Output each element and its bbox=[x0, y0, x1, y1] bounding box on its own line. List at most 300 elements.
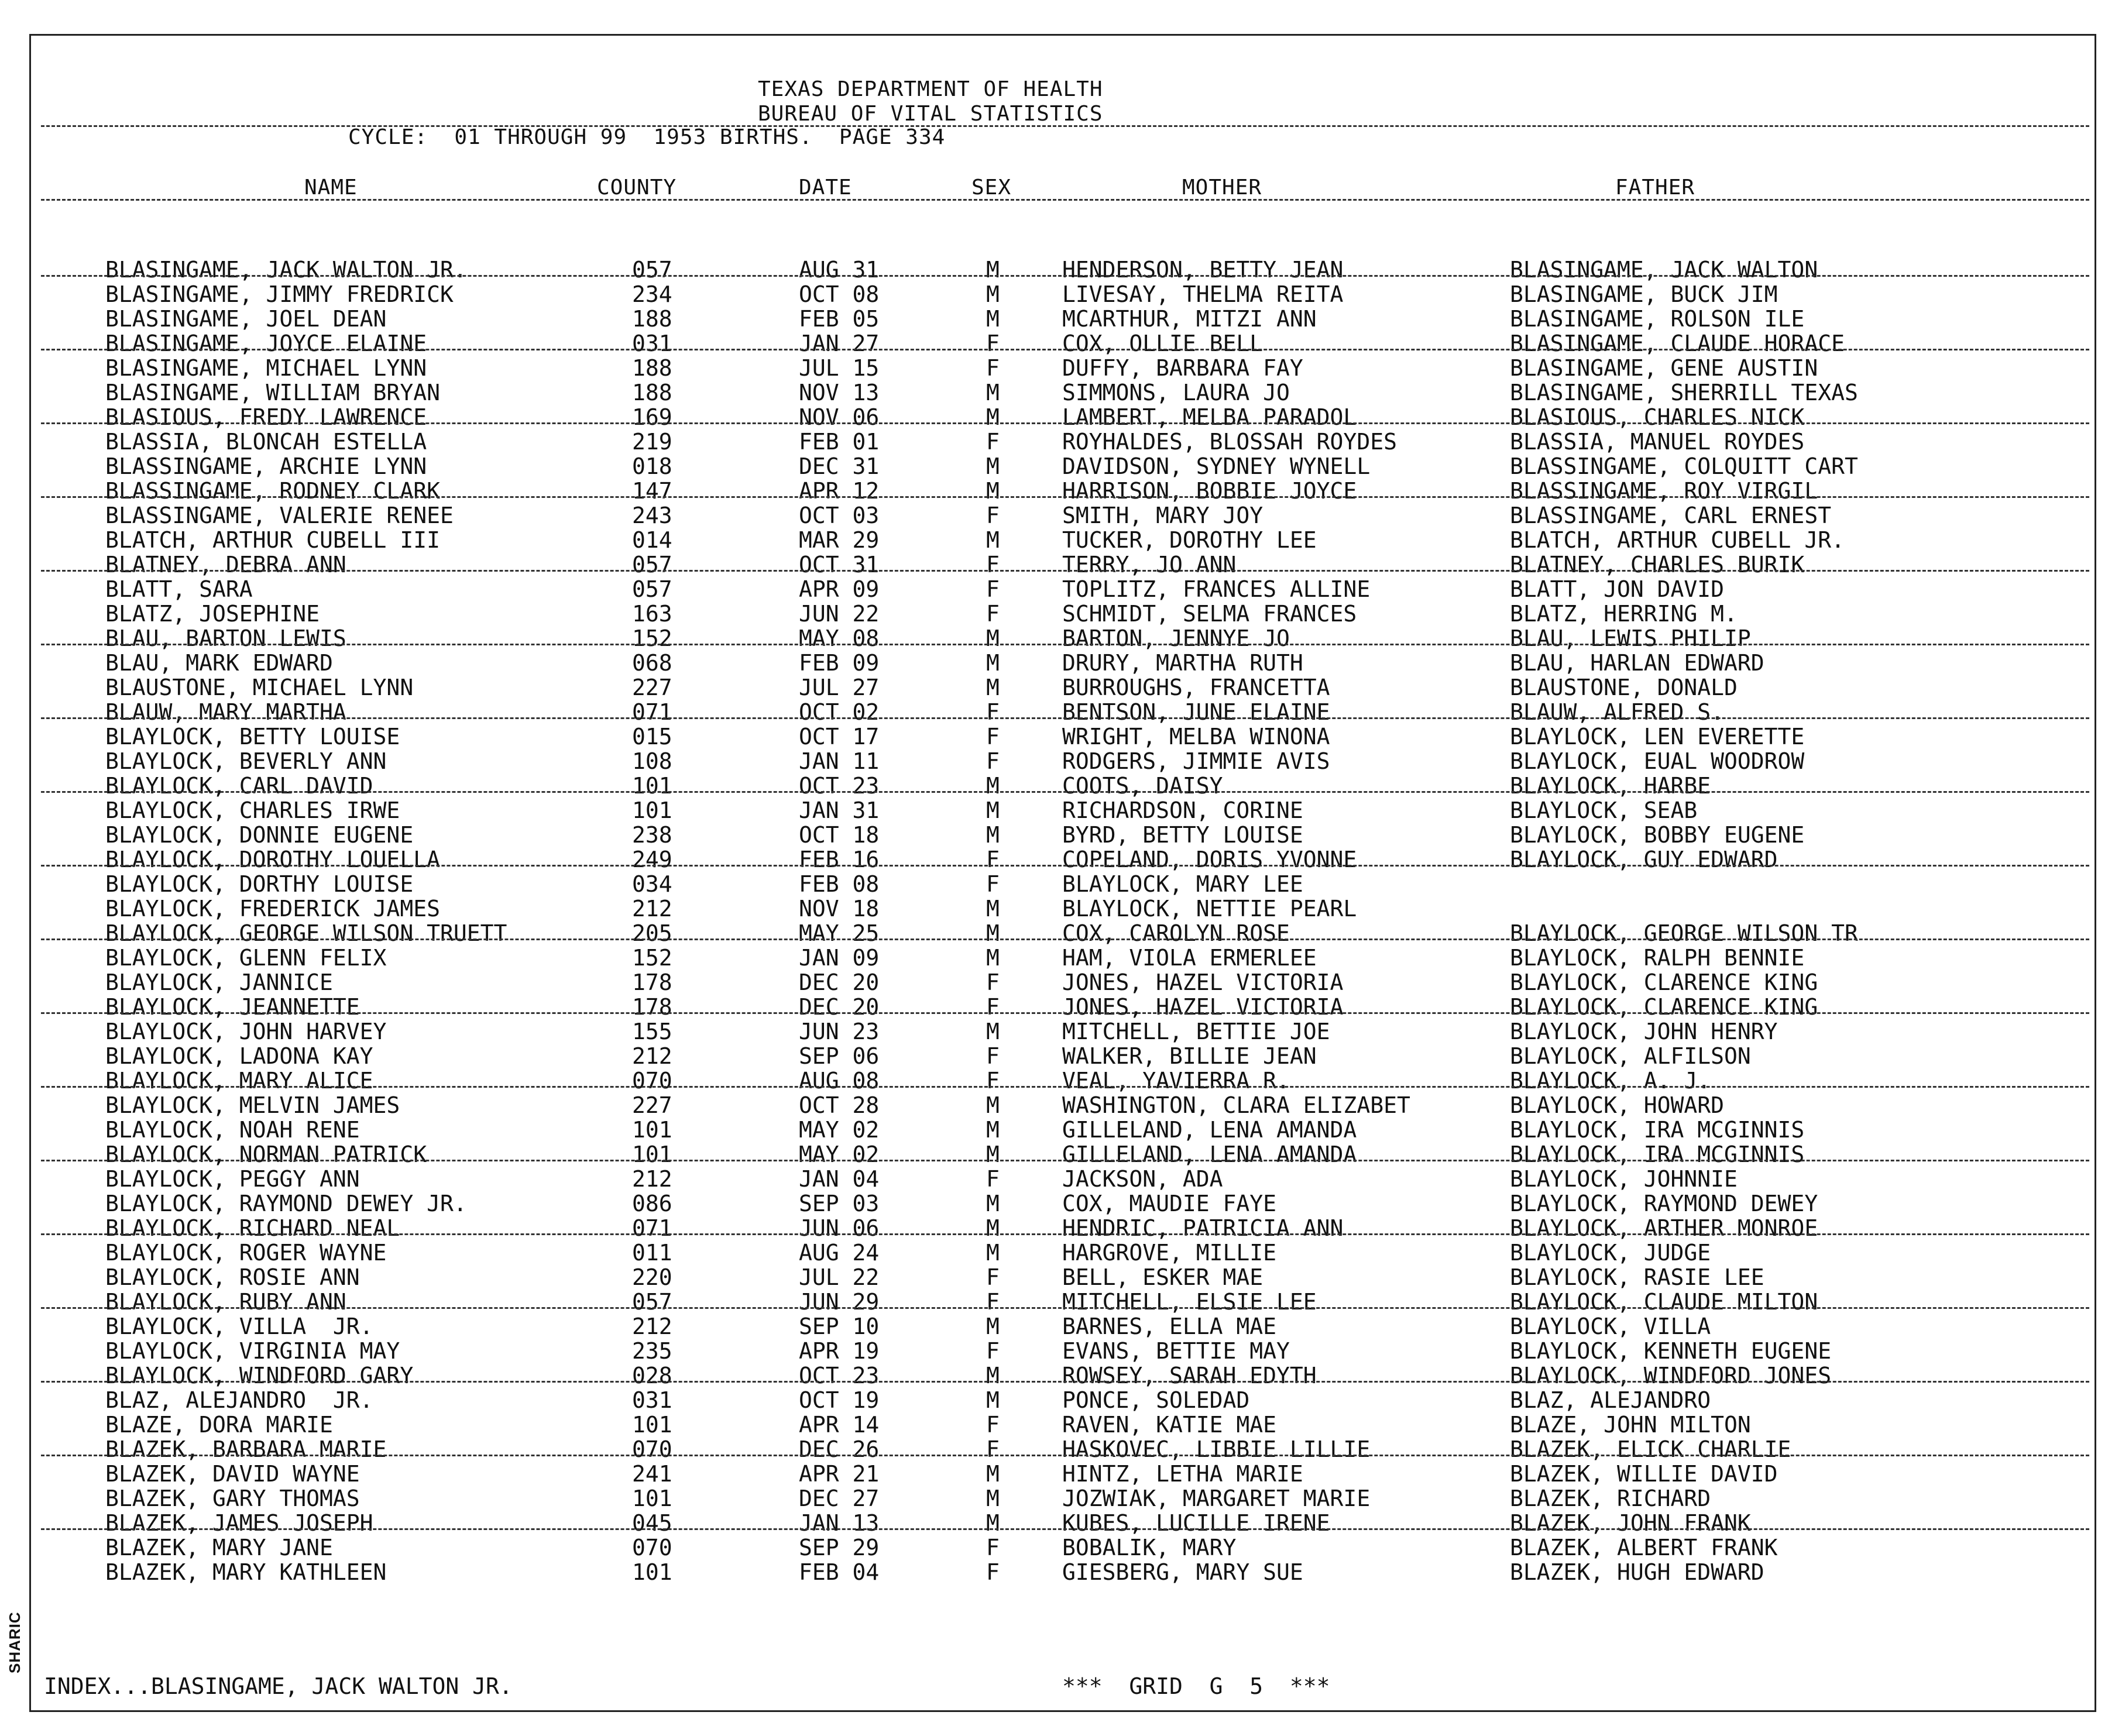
record-county: 070 bbox=[632, 1068, 672, 1094]
record-county: 152 bbox=[632, 625, 672, 651]
record-row bbox=[0, 257, 2115, 282]
record-name: BLAYLOCK, GLENN FELIX bbox=[105, 945, 387, 971]
record-mother: DAVIDSON, SYDNEY WYNELL bbox=[1062, 453, 1371, 479]
record-date: MAY 25 bbox=[799, 920, 880, 946]
record-row bbox=[0, 872, 2115, 896]
record-father: BLAYLOCK, HARBE bbox=[1510, 773, 1711, 799]
record-name: BLATZ, JOSEPHINE bbox=[105, 601, 320, 627]
record-mother: COX, CAROLYN ROSE bbox=[1062, 920, 1290, 946]
record-sex: M bbox=[986, 1092, 1000, 1118]
record-date: JAN 13 bbox=[799, 1510, 880, 1536]
record-county: 071 bbox=[632, 1215, 672, 1241]
record-father: BLAZE, JOHN MILTON bbox=[1510, 1412, 1751, 1438]
record-sex: M bbox=[986, 1240, 1000, 1266]
record-county: 188 bbox=[632, 355, 672, 381]
record-name: BLAYLOCK, ROSIE ANN bbox=[105, 1264, 360, 1290]
record-sex: M bbox=[986, 625, 1000, 651]
record-name: BLAZEK, JAMES JOSEPH bbox=[105, 1510, 373, 1536]
record-name: BLAYLOCK, NORMAN PATRICK bbox=[105, 1142, 427, 1167]
record-county: 086 bbox=[632, 1191, 672, 1216]
column-header-father: FATHER bbox=[1615, 176, 1695, 200]
record-row bbox=[0, 429, 2115, 454]
record-row bbox=[0, 405, 2115, 429]
record-name: BLASINGAME, WILLIAM BRYAN bbox=[105, 380, 440, 405]
record-name: BLAU, MARK EDWARD bbox=[105, 650, 333, 676]
record-sex: M bbox=[986, 650, 1000, 676]
record-county: 178 bbox=[632, 970, 672, 995]
record-father: BLAYLOCK, CLARENCE KING bbox=[1510, 994, 1818, 1020]
record-name: BLATT, SARA bbox=[105, 576, 253, 602]
record-sex: M bbox=[986, 920, 1000, 946]
record-name: BLAUW, MARY MARTHA bbox=[105, 699, 346, 725]
record-county: 108 bbox=[632, 748, 672, 774]
record-county: 220 bbox=[632, 1264, 672, 1290]
record-mother: LAMBERT, MELBA PARADOL bbox=[1062, 404, 1357, 430]
record-sex: F bbox=[986, 1068, 1000, 1094]
column-header-mother: MOTHER bbox=[1182, 176, 1262, 200]
record-father: BLASSINGAME, CARL ERNEST bbox=[1510, 503, 1832, 528]
record-date: JUN 22 bbox=[799, 601, 880, 627]
record-sex: M bbox=[986, 281, 1000, 307]
record-mother: HAM, VIOLA ERMERLEE bbox=[1062, 945, 1317, 971]
record-name: BLAYLOCK, NOAH RENE bbox=[105, 1117, 360, 1143]
record-date: JAN 09 bbox=[799, 945, 880, 971]
record-name: BLASSINGAME, ARCHIE LYNN bbox=[105, 453, 427, 479]
record-name: BLAYLOCK, GEORGE WILSON TRUETT bbox=[105, 920, 507, 946]
record-mother: DRURY, MARTHA RUTH bbox=[1062, 650, 1303, 676]
record-county: 057 bbox=[632, 257, 672, 283]
record-date: MAR 29 bbox=[799, 527, 880, 553]
record-county: 011 bbox=[632, 1240, 672, 1266]
record-date: JUN 29 bbox=[799, 1289, 880, 1315]
record-sex: M bbox=[986, 675, 1000, 700]
record-row bbox=[0, 1363, 2115, 1388]
record-date: JAN 31 bbox=[799, 797, 880, 823]
record-mother: DUFFY, BARBARA FAY bbox=[1062, 355, 1303, 381]
record-father: BLAYLOCK, IRA MCGINNIS bbox=[1510, 1117, 1805, 1143]
record-county: 057 bbox=[632, 1289, 672, 1315]
record-row bbox=[0, 1535, 2115, 1560]
record-father: BLAYLOCK, LEN EVERETTE bbox=[1510, 724, 1805, 750]
record-name: BLAYLOCK, MARY ALICE bbox=[105, 1068, 373, 1094]
record-name: BLAYLOCK, VIRGINIA MAY bbox=[105, 1338, 400, 1364]
record-father: BLAYLOCK, BOBBY EUGENE bbox=[1510, 822, 1805, 848]
record-county: 212 bbox=[632, 1314, 672, 1339]
record-row bbox=[0, 823, 2115, 847]
record-name: BLAYLOCK, RAYMOND DEWEY JR. bbox=[105, 1191, 467, 1216]
record-row bbox=[0, 1142, 2115, 1167]
record-row bbox=[0, 774, 2115, 798]
record-father: BLASINGAME, JACK WALTON bbox=[1510, 257, 1818, 283]
record-father: BLAYLOCK, KENNETH EUGENE bbox=[1510, 1338, 1832, 1364]
record-county: 014 bbox=[632, 527, 672, 553]
record-mother: HINTZ, LETHA MARIE bbox=[1062, 1461, 1303, 1487]
record-date: JAN 11 bbox=[799, 748, 880, 774]
record-sex: F bbox=[986, 994, 1000, 1020]
record-county: 147 bbox=[632, 478, 672, 504]
record-name: BLAYLOCK, VILLA JR. bbox=[105, 1314, 373, 1339]
record-sex: M bbox=[986, 1314, 1000, 1339]
record-date: OCT 02 bbox=[799, 699, 880, 725]
record-county: 101 bbox=[632, 773, 672, 799]
record-sex: F bbox=[986, 847, 1000, 872]
record-row bbox=[0, 1437, 2115, 1462]
record-father: BLAYLOCK, VILLA bbox=[1510, 1314, 1711, 1339]
record-date: JUN 06 bbox=[799, 1215, 880, 1241]
record-name: BLAZE, DORA MARIE bbox=[105, 1412, 333, 1438]
record-mother: ROWSEY, SARAH EDYTH bbox=[1062, 1363, 1317, 1388]
department-title: TEXAS DEPARTMENT OF HEALTH bbox=[758, 77, 1103, 101]
record-mother: JOZWIAK, MARGARET MARIE bbox=[1062, 1486, 1371, 1511]
record-sex: F bbox=[986, 1338, 1000, 1364]
record-mother: SCHMIDT, SELMA FRANCES bbox=[1062, 601, 1357, 627]
record-father: BLAZEK, ELICK CHARLIE bbox=[1510, 1436, 1791, 1462]
record-row bbox=[0, 946, 2115, 970]
record-name: BLAYLOCK, RUBY ANN bbox=[105, 1289, 346, 1315]
record-father: BLAYLOCK, A. J. bbox=[1510, 1068, 1711, 1094]
record-sex: M bbox=[986, 945, 1000, 971]
record-row bbox=[0, 995, 2115, 1019]
record-row bbox=[0, 356, 2115, 380]
record-mother: TOPLITZ, FRANCES ALLINE bbox=[1062, 576, 1371, 602]
record-county: 057 bbox=[632, 576, 672, 602]
record-sex: F bbox=[986, 1412, 1000, 1438]
record-name: BLAYLOCK, BETTY LOUISE bbox=[105, 724, 400, 750]
record-county: 227 bbox=[632, 675, 672, 700]
record-sex: F bbox=[986, 1264, 1000, 1290]
record-row bbox=[0, 1093, 2115, 1118]
record-row bbox=[0, 1118, 2115, 1142]
record-mother: BLAYLOCK, NETTIE PEARL bbox=[1062, 896, 1357, 922]
record-mother: COOTS, DAISY bbox=[1062, 773, 1223, 799]
record-father: BLAYLOCK, CLARENCE KING bbox=[1510, 970, 1818, 995]
record-father: BLASINGAME, BUCK JIM bbox=[1510, 281, 1778, 307]
record-name: BLASINGAME, JOYCE ELAINE bbox=[105, 331, 427, 356]
record-father: BLASINGAME, ROLSON ILE bbox=[1510, 306, 1805, 332]
cycle-line: CYCLE: 01 THROUGH 99 1953 BIRTHS. PAGE 334 bbox=[348, 125, 946, 149]
record-date: JAN 04 bbox=[799, 1166, 880, 1192]
record-father: BLAUW, ALFRED S. bbox=[1510, 699, 1725, 725]
record-name: BLASSIA, BLONCAH ESTELLA bbox=[105, 429, 427, 455]
record-name: BLASSINGAME, RODNEY CLARK bbox=[105, 478, 440, 504]
record-sex: M bbox=[986, 1215, 1000, 1241]
record-mother: TERRY, JO ANN bbox=[1062, 552, 1237, 577]
record-sex: F bbox=[986, 724, 1000, 750]
record-mother: HARRISON, BOBBIE JOYCE bbox=[1062, 478, 1357, 504]
record-sex: M bbox=[986, 1117, 1000, 1143]
record-county: 101 bbox=[632, 1486, 672, 1511]
record-row bbox=[0, 724, 2115, 749]
record-sex: M bbox=[986, 1486, 1000, 1511]
record-mother: ROYHALDES, BLOSSAH ROYDES bbox=[1062, 429, 1397, 455]
column-header-sex: SEX bbox=[971, 176, 1012, 200]
record-name: BLAYLOCK, WINDFORD GARY bbox=[105, 1363, 414, 1388]
record-name: BLASINGAME, JIMMY FREDRICK bbox=[105, 281, 454, 307]
record-row bbox=[0, 1339, 2115, 1363]
record-county: 015 bbox=[632, 724, 672, 750]
record-row bbox=[0, 1044, 2115, 1068]
record-mother: GILLELAND, LENA AMANDA bbox=[1062, 1117, 1357, 1143]
record-father: BLASINGAME, GENE AUSTIN bbox=[1510, 355, 1818, 381]
record-date: AUG 31 bbox=[799, 257, 880, 283]
record-mother: BARNES, ELLA MAE bbox=[1062, 1314, 1277, 1339]
record-mother: EVANS, BETTIE MAY bbox=[1062, 1338, 1290, 1364]
record-row bbox=[0, 282, 2115, 307]
record-county: 070 bbox=[632, 1436, 672, 1462]
record-name: BLAYLOCK, FREDERICK JAMES bbox=[105, 896, 440, 922]
record-sex: M bbox=[986, 1191, 1000, 1216]
column-header-divider bbox=[41, 199, 2089, 201]
record-row bbox=[0, 651, 2115, 675]
record-county: 227 bbox=[632, 1092, 672, 1118]
record-county: 238 bbox=[632, 822, 672, 848]
record-mother: RICHARDSON, CORINE bbox=[1062, 797, 1303, 823]
record-name: BLAYLOCK, JEANNETTE bbox=[105, 994, 360, 1020]
record-date: MAY 02 bbox=[799, 1117, 880, 1143]
record-sex: F bbox=[986, 1043, 1000, 1069]
record-mother: HENDRIC, PATRICIA ANN bbox=[1062, 1215, 1344, 1241]
record-father: BLAZEK, RICHARD bbox=[1510, 1486, 1711, 1511]
record-date: APR 12 bbox=[799, 478, 880, 504]
record-father: BLAYLOCK, ARTHER MONROE bbox=[1510, 1215, 1818, 1241]
record-sex: F bbox=[986, 699, 1000, 725]
record-date: OCT 17 bbox=[799, 724, 880, 750]
column-header-county: COUNTY bbox=[597, 176, 677, 200]
record-father: BLAYLOCK, GUY EDWARD bbox=[1510, 847, 1778, 872]
record-name: BLAZEK, MARY JANE bbox=[105, 1535, 333, 1560]
record-sex: F bbox=[986, 1559, 1000, 1585]
record-sex: F bbox=[986, 576, 1000, 602]
record-date: APR 14 bbox=[799, 1412, 880, 1438]
record-date: NOV 18 bbox=[799, 896, 880, 922]
record-county: 018 bbox=[632, 453, 672, 479]
record-mother: VEAL, YAVIERRA R. bbox=[1062, 1068, 1290, 1094]
record-county: 235 bbox=[632, 1338, 672, 1364]
record-row bbox=[0, 454, 2115, 479]
record-county: 178 bbox=[632, 994, 672, 1020]
record-mother: BURROUGHS, FRANCETTA bbox=[1062, 675, 1330, 700]
record-father: BLAZEK, ALBERT FRANK bbox=[1510, 1535, 1778, 1560]
record-date: OCT 23 bbox=[799, 1363, 880, 1388]
record-father: BLATZ, HERRING M. bbox=[1510, 601, 1738, 627]
record-date: DEC 20 bbox=[799, 994, 880, 1020]
record-mother: JACKSON, ADA bbox=[1062, 1166, 1223, 1192]
record-father: BLASINGAME, CLAUDE HORACE bbox=[1510, 331, 1845, 356]
record-father: BLASSINGAME, COLQUITT CART bbox=[1510, 453, 1858, 479]
record-sex: F bbox=[986, 1535, 1000, 1560]
record-date: OCT 03 bbox=[799, 503, 880, 528]
record-name: BLAYLOCK, JOHN HARVEY bbox=[105, 1019, 387, 1044]
record-name: BLAYLOCK, CARL DAVID bbox=[105, 773, 373, 799]
record-county: 243 bbox=[632, 503, 672, 528]
record-county: 045 bbox=[632, 1510, 672, 1536]
record-father: BLAZEK, JOHN FRANK bbox=[1510, 1510, 1751, 1536]
record-mother: GILLELAND, LENA AMANDA bbox=[1062, 1142, 1357, 1167]
record-name: BLAZ, ALEJANDRO JR. bbox=[105, 1387, 373, 1413]
record-sex: M bbox=[986, 1363, 1000, 1388]
record-date: JUL 22 bbox=[799, 1264, 880, 1290]
record-mother: MITCHELL, BETTIE JOE bbox=[1062, 1019, 1330, 1044]
column-header-date: DATE bbox=[799, 176, 852, 200]
record-mother: COX, OLLIE BELL bbox=[1062, 331, 1263, 356]
record-mother: SIMMONS, LAURA JO bbox=[1062, 380, 1290, 405]
record-row bbox=[0, 1019, 2115, 1044]
record-name: BLAZEK, MARY KATHLEEN bbox=[105, 1559, 387, 1585]
record-mother: MCARTHUR, MITZI ANN bbox=[1062, 306, 1317, 332]
record-name: BLAZEK, GARY THOMAS bbox=[105, 1486, 360, 1511]
record-mother: BARTON, JENNYE JO bbox=[1062, 625, 1290, 651]
record-county: 212 bbox=[632, 1166, 672, 1192]
record-father: BLAYLOCK, SEAB bbox=[1510, 797, 1698, 823]
record-date: MAY 02 bbox=[799, 1142, 880, 1167]
record-father: BLAZ, ALEJANDRO bbox=[1510, 1387, 1711, 1413]
record-name: BLAYLOCK, DOROTHY LOUELLA bbox=[105, 847, 440, 872]
record-county: 152 bbox=[632, 945, 672, 971]
record-row bbox=[0, 528, 2115, 552]
record-row bbox=[0, 601, 2115, 626]
index-line: INDEX...BLASINGAME, JACK WALTON JR. bbox=[44, 1673, 513, 1699]
record-sex: F bbox=[986, 1436, 1000, 1462]
record-row bbox=[0, 1265, 2115, 1290]
record-mother: BLAYLOCK, MARY LEE bbox=[1062, 871, 1303, 897]
record-mother: BYRD, BETTY LOUISE bbox=[1062, 822, 1303, 848]
record-mother: BELL, ESKER MAE bbox=[1062, 1264, 1263, 1290]
record-father: BLAYLOCK, WINDFORD JONES bbox=[1510, 1363, 1832, 1388]
record-father: BLAYLOCK, RASIE LEE bbox=[1510, 1264, 1764, 1290]
record-date: JUN 23 bbox=[799, 1019, 880, 1044]
record-row bbox=[0, 552, 2115, 577]
record-name: BLASINGAME, JACK WALTON JR. bbox=[105, 257, 467, 283]
record-father: BLAYLOCK, ALFILSON bbox=[1510, 1043, 1751, 1069]
record-date: SEP 29 bbox=[799, 1535, 880, 1560]
record-row bbox=[0, 626, 2115, 651]
record-sex: F bbox=[986, 1166, 1000, 1192]
record-sex: F bbox=[986, 503, 1000, 528]
record-name: BLAZEK, BARBARA MARIE bbox=[105, 1436, 387, 1462]
record-row bbox=[0, 1412, 2115, 1437]
record-father: BLAYLOCK, EUAL WOODROW bbox=[1510, 748, 1805, 774]
record-row bbox=[0, 1560, 2115, 1584]
record-county: 034 bbox=[632, 871, 672, 897]
record-date: APR 21 bbox=[799, 1461, 880, 1487]
record-county: 205 bbox=[632, 920, 672, 946]
record-name: BLAYLOCK, CHARLES IRWE bbox=[105, 797, 400, 823]
record-name: BLASINGAME, MICHAEL LYNN bbox=[105, 355, 427, 381]
record-row bbox=[0, 675, 2115, 700]
record-name: BLAZEK, DAVID WAYNE bbox=[105, 1461, 360, 1487]
record-name: BLASIOUS, FREDY LAWRENCE bbox=[105, 404, 427, 430]
record-date: DEC 27 bbox=[799, 1486, 880, 1511]
record-row bbox=[0, 577, 2115, 601]
record-row bbox=[0, 1462, 2115, 1486]
record-mother: BENTSON, JUNE ELAINE bbox=[1062, 699, 1330, 725]
record-father: BLATT, JON DAVID bbox=[1510, 576, 1725, 602]
record-sex: F bbox=[986, 970, 1000, 995]
record-date: SEP 10 bbox=[799, 1314, 880, 1339]
record-father: BLAU, HARLAN EDWARD bbox=[1510, 650, 1764, 676]
record-father: BLAYLOCK, RAYMOND DEWEY bbox=[1510, 1191, 1818, 1216]
record-father: BLAUSTONE, DONALD bbox=[1510, 675, 1738, 700]
record-row bbox=[0, 847, 2115, 872]
record-row bbox=[0, 1240, 2115, 1265]
record-mother: COPELAND, DORIS YVONNE bbox=[1062, 847, 1357, 872]
record-mother: RODGERS, JIMMIE AVIS bbox=[1062, 748, 1330, 774]
record-sex: M bbox=[986, 404, 1000, 430]
record-sex: M bbox=[986, 1019, 1000, 1044]
record-mother: TUCKER, DOROTHY LEE bbox=[1062, 527, 1317, 553]
record-row bbox=[0, 700, 2115, 724]
record-name: BLASINGAME, JOEL DEAN bbox=[105, 306, 387, 332]
record-name: BLAYLOCK, BEVERLY ANN bbox=[105, 748, 387, 774]
record-county: 057 bbox=[632, 552, 672, 577]
record-county: 101 bbox=[632, 1559, 672, 1585]
record-mother: HASKOVEC, LIBBIE LILLIE bbox=[1062, 1436, 1371, 1462]
record-sex: M bbox=[986, 527, 1000, 553]
record-date: MAY 08 bbox=[799, 625, 880, 651]
record-county: 101 bbox=[632, 1142, 672, 1167]
record-county: 212 bbox=[632, 896, 672, 922]
record-sex: F bbox=[986, 601, 1000, 627]
record-row bbox=[0, 1216, 2115, 1240]
record-father: BLASINGAME, SHERRILL TEXAS bbox=[1510, 380, 1858, 405]
record-county: 028 bbox=[632, 1363, 672, 1388]
record-row bbox=[0, 1486, 2115, 1511]
record-name: BLAUSTONE, MICHAEL LYNN bbox=[105, 675, 414, 700]
record-sex: M bbox=[986, 773, 1000, 799]
record-mother: WASHINGTON, CLARA ELIZABET bbox=[1062, 1092, 1410, 1118]
record-mother: WRIGHT, MELBA WINONA bbox=[1062, 724, 1330, 750]
record-father: BLAYLOCK, CLAUDE MILTON bbox=[1510, 1289, 1818, 1315]
record-name: BLAYLOCK, LADONA KAY bbox=[105, 1043, 373, 1069]
record-date: FEB 09 bbox=[799, 650, 880, 676]
column-header-name: NAME bbox=[304, 176, 358, 200]
record-row bbox=[0, 1388, 2115, 1412]
record-date: APR 09 bbox=[799, 576, 880, 602]
record-row bbox=[0, 479, 2115, 503]
record-sex: M bbox=[986, 453, 1000, 479]
record-sex: M bbox=[986, 1387, 1000, 1413]
record-mother: RAVEN, KATIE MAE bbox=[1062, 1412, 1277, 1438]
record-date: OCT 19 bbox=[799, 1387, 880, 1413]
record-mother: GIESBERG, MARY SUE bbox=[1062, 1559, 1303, 1585]
record-row bbox=[0, 331, 2115, 356]
record-sex: M bbox=[986, 822, 1000, 848]
record-mother: MITCHELL, ELSIE LEE bbox=[1062, 1289, 1317, 1315]
record-date: APR 19 bbox=[799, 1338, 880, 1364]
record-date: OCT 08 bbox=[799, 281, 880, 307]
record-date: AUG 24 bbox=[799, 1240, 880, 1266]
record-father: BLASSIA, MANUEL ROYDES bbox=[1510, 429, 1805, 455]
record-row bbox=[0, 749, 2115, 774]
record-father: BLAYLOCK, RALPH BENNIE bbox=[1510, 945, 1805, 971]
record-date: DEC 26 bbox=[799, 1436, 880, 1462]
bureau-title: BUREAU OF VITAL STATISTICS bbox=[758, 102, 1103, 126]
record-mother: BOBALIK, MARY bbox=[1062, 1535, 1237, 1560]
record-name: BLATCH, ARTHUR CUBELL III bbox=[105, 527, 440, 553]
record-mother: WALKER, BILLIE JEAN bbox=[1062, 1043, 1317, 1069]
record-sex: F bbox=[986, 871, 1000, 897]
record-date: FEB 08 bbox=[799, 871, 880, 897]
record-mother: PONCE, SOLEDAD bbox=[1062, 1387, 1250, 1413]
record-county: 249 bbox=[632, 847, 672, 872]
record-date: NOV 13 bbox=[799, 380, 880, 405]
record-sex: F bbox=[986, 355, 1000, 381]
record-father: BLASIOUS, CHARLES NICK bbox=[1510, 404, 1805, 430]
record-county: 031 bbox=[632, 1387, 672, 1413]
record-father: BLAYLOCK, JOHN HENRY bbox=[1510, 1019, 1778, 1044]
record-sex: M bbox=[986, 1461, 1000, 1487]
record-date: JUL 27 bbox=[799, 675, 880, 700]
